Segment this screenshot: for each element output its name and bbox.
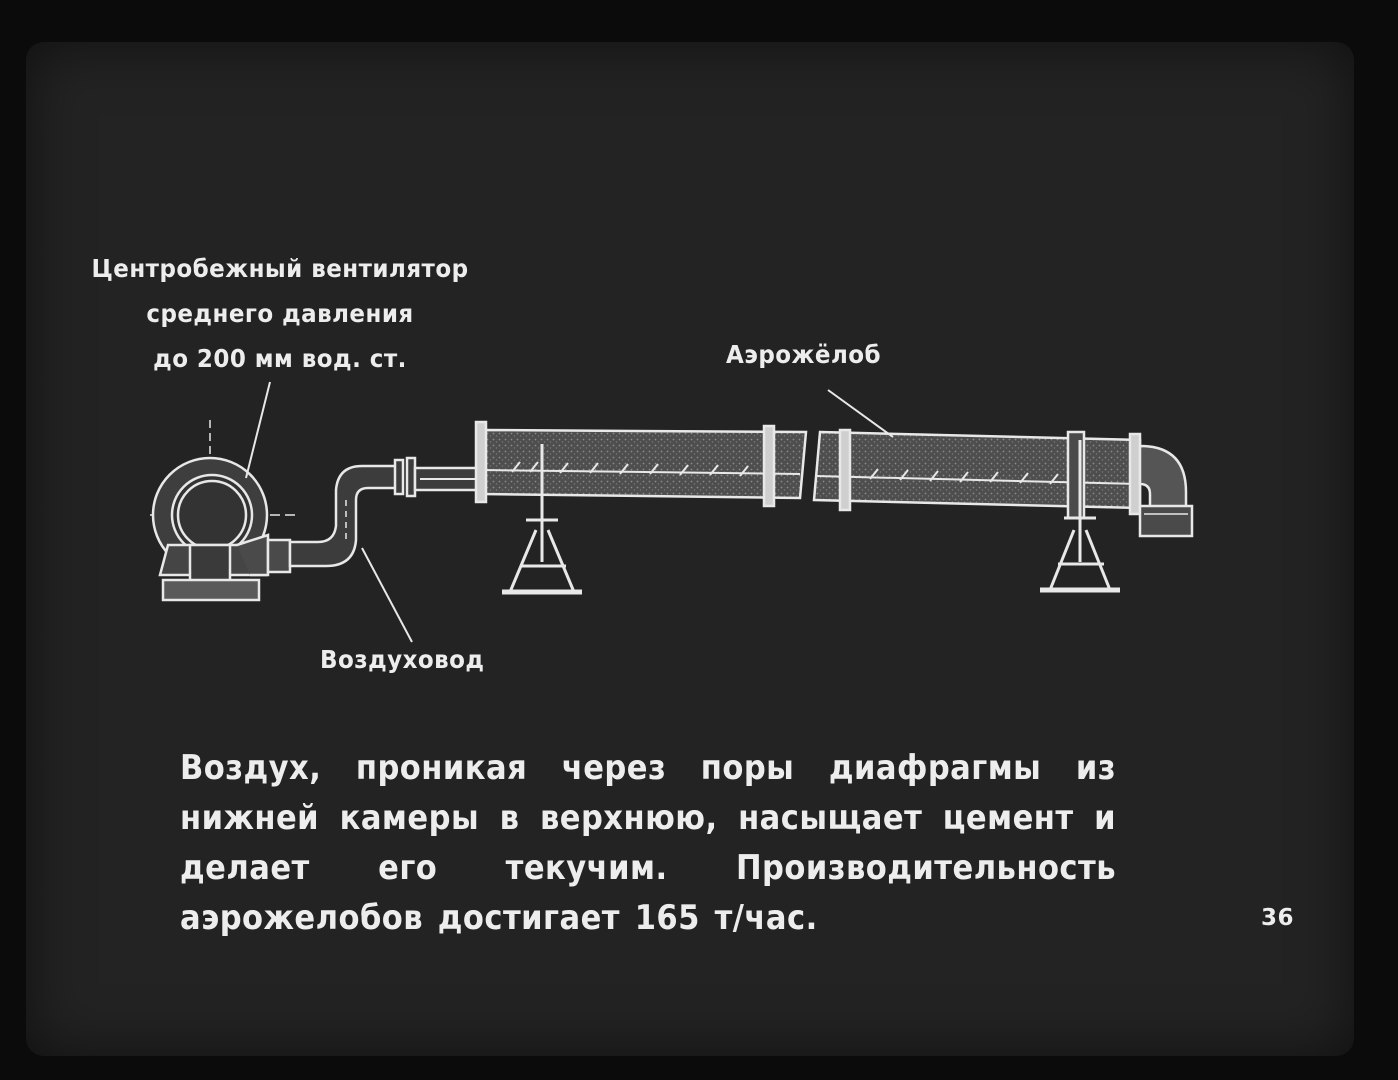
centrifugal-fan (150, 420, 300, 600)
duct-leader-line (362, 548, 412, 642)
fan-label-line-1: Центробежный вентилятор (91, 254, 469, 283)
caption-text: Воздух, проникая через поры диафрагмы из нижней камеры в верхнюю, насыщает цемент и делает его текучим. Производительность аэрожелобов достигает 165 т/час. (180, 748, 1116, 938)
chute-label: Аэрожёлоб (726, 340, 882, 369)
fan-label (78, 246, 483, 381)
fan-label-line-2: среднего давления (146, 299, 414, 328)
duct-label: Воздуховод (320, 645, 485, 674)
air-duct (290, 458, 504, 566)
fan-label-line-3: до 200 мм вод. ст. (153, 344, 407, 373)
chute-leader-line (828, 390, 893, 437)
fan-leader-line (246, 382, 270, 478)
page-number: 36 (1261, 905, 1295, 931)
